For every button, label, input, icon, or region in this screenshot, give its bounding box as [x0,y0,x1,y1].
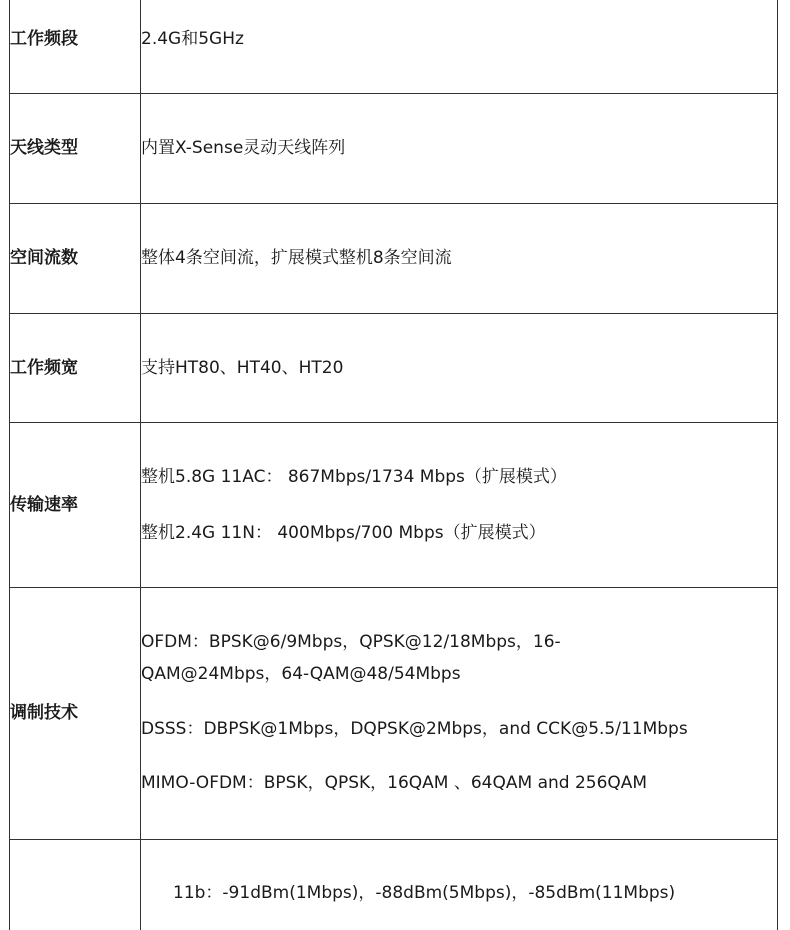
row-value-modulation-mimo: MIMO-OFDM：BPSK，QPSK，16QAM 、64QAM and 256QAM [141,773,648,793]
row-value-modulation-dsss: DSSS：DBPSK@1Mbps，DQPSK@2Mbps，and CCK@5.5/11Mbps [141,719,688,739]
row-value-spatial-streams: 整体4条空间流，扩展模式整机8条空间流 [141,248,452,268]
row-value-frequency-band: 2.4G和5GHz [141,29,244,49]
row-label-transfer-rate: 传输速率 [10,495,78,515]
row-divider [9,839,778,840]
row-value-modulation-ofdm: OFDM：BPSK@6/9Mbps，QPSK@12/18Mbps，16- [141,632,561,652]
row-divider [9,422,778,423]
row-label-spatial-streams: 空间流数 [10,248,78,268]
row-label-channel-width: 工作频宽 [10,358,78,378]
row-value-antenna-type: 内置X-Sense灵动天线阵列 [141,138,346,158]
row-divider [9,587,778,588]
row-divider [9,313,778,314]
row-label-antenna-type: 天线类型 [10,138,78,158]
row-value-transfer-rate-5g: 整机5.8G 11AC： 867Mbps/1734 Mbps（扩展模式） [141,467,567,487]
row-value-sensitivity-11b: 11b：-91dBm(1Mbps)，-88dBm(5Mbps)，-85dBm(11Mbps) [173,883,676,903]
row-label-modulation: 调制技术 [10,703,78,723]
row-divider [9,203,778,204]
row-value-modulation-ofdm-cont: QAM@24Mbps，64-QAM@48/54Mbps [141,664,461,684]
row-value-channel-width: 支持HT80、HT40、HT20 [141,358,344,378]
row-value-transfer-rate-2g: 整机2.4G 11N： 400Mbps/700 Mbps（扩展模式） [141,523,546,543]
row-label-frequency-band: 工作频段 [10,29,78,49]
row-divider [9,93,778,94]
